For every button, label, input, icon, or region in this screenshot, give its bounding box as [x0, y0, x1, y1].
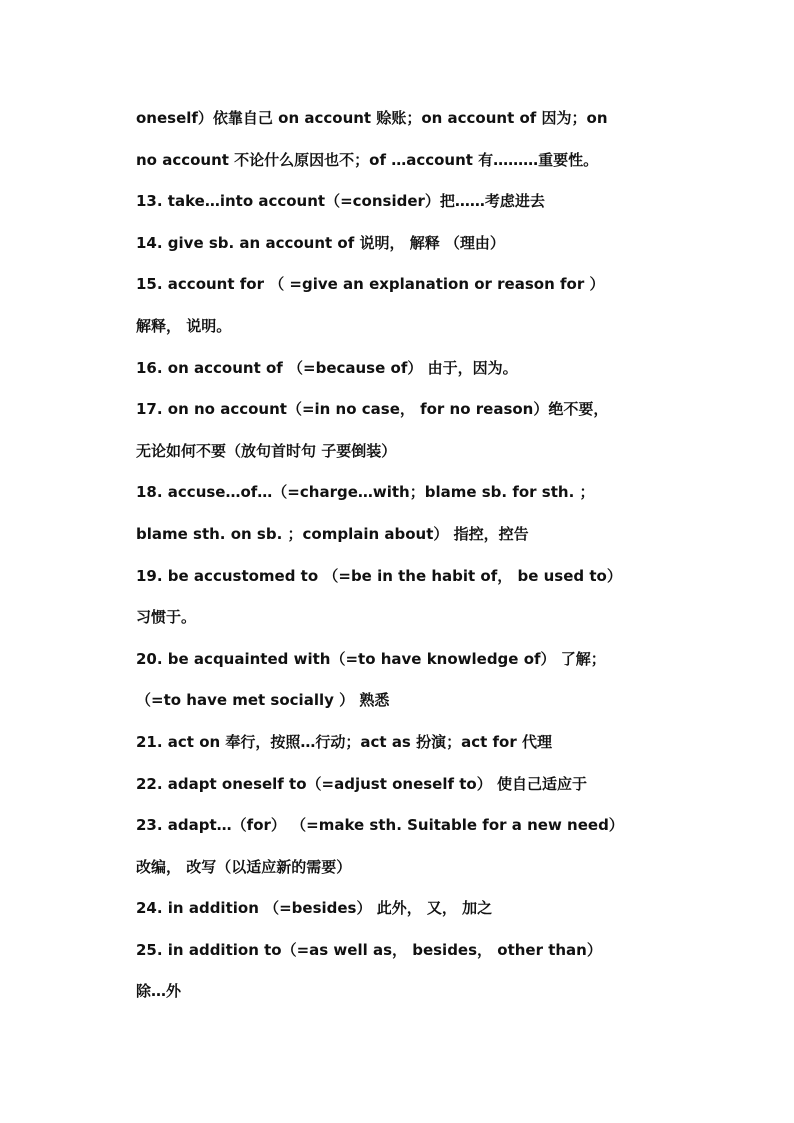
text-line: （=to have met socially ） 熟悉	[136, 691, 390, 710]
text-line: 13. take…into account（=consider）把……考虑进去	[136, 192, 545, 211]
text-line: 22. adapt oneself to（=adjust oneself to） 使自己适应于	[136, 774, 587, 793]
text-line: blame sth. on sb. ；complain about） 指控，控告	[136, 524, 529, 543]
text-line: 19. be accustomed to （=be in the habit of， be used to）	[136, 566, 622, 585]
text-line: 16. on account of （=because of） 由于，因为。	[136, 358, 518, 377]
text-line: 15. account for （ =give an explanation or reason for ）	[136, 275, 605, 294]
text-line: 18. accuse…of…（=charge…with；blame sb. for sth. ；	[136, 483, 595, 502]
text-line: 解释， 说明。	[136, 316, 232, 335]
text-line: 25. in addition to（=as well as， besides， other than）	[136, 940, 602, 959]
text-line: 改编， 改写（以适应新的需要）	[136, 857, 352, 876]
text-line: 无论如何不要（放句首时句 子要倒装）	[136, 441, 397, 460]
text-line: 21. act on 奉行，按照…行动；act as 扮演；act for 代理	[136, 732, 552, 751]
text-body	[136, 104, 664, 1019]
text-line: oneself）依靠自己 on account 赊账；on account of 因为；on	[136, 109, 608, 127]
text-line: 23. adapt…（for） （=make sth. Suitable for a new need）	[136, 816, 624, 835]
text-line: 20. be acquainted with（=to have knowledge of） 了解；	[136, 649, 606, 668]
text-line: 习惯于。	[136, 608, 197, 627]
text-line: no account 不论什么原因也不；of …account 有………重要性。	[136, 150, 599, 169]
text-line: 17. on no account（=in no case， for no reason）绝不要，	[136, 400, 609, 419]
text-line: 24. in addition （=besides） 此外， 又， 加之	[136, 899, 493, 918]
text-line: 除…外	[136, 982, 182, 1001]
text-line: 14. give sb. an account of 说明， 解释 （理由）	[136, 233, 505, 252]
